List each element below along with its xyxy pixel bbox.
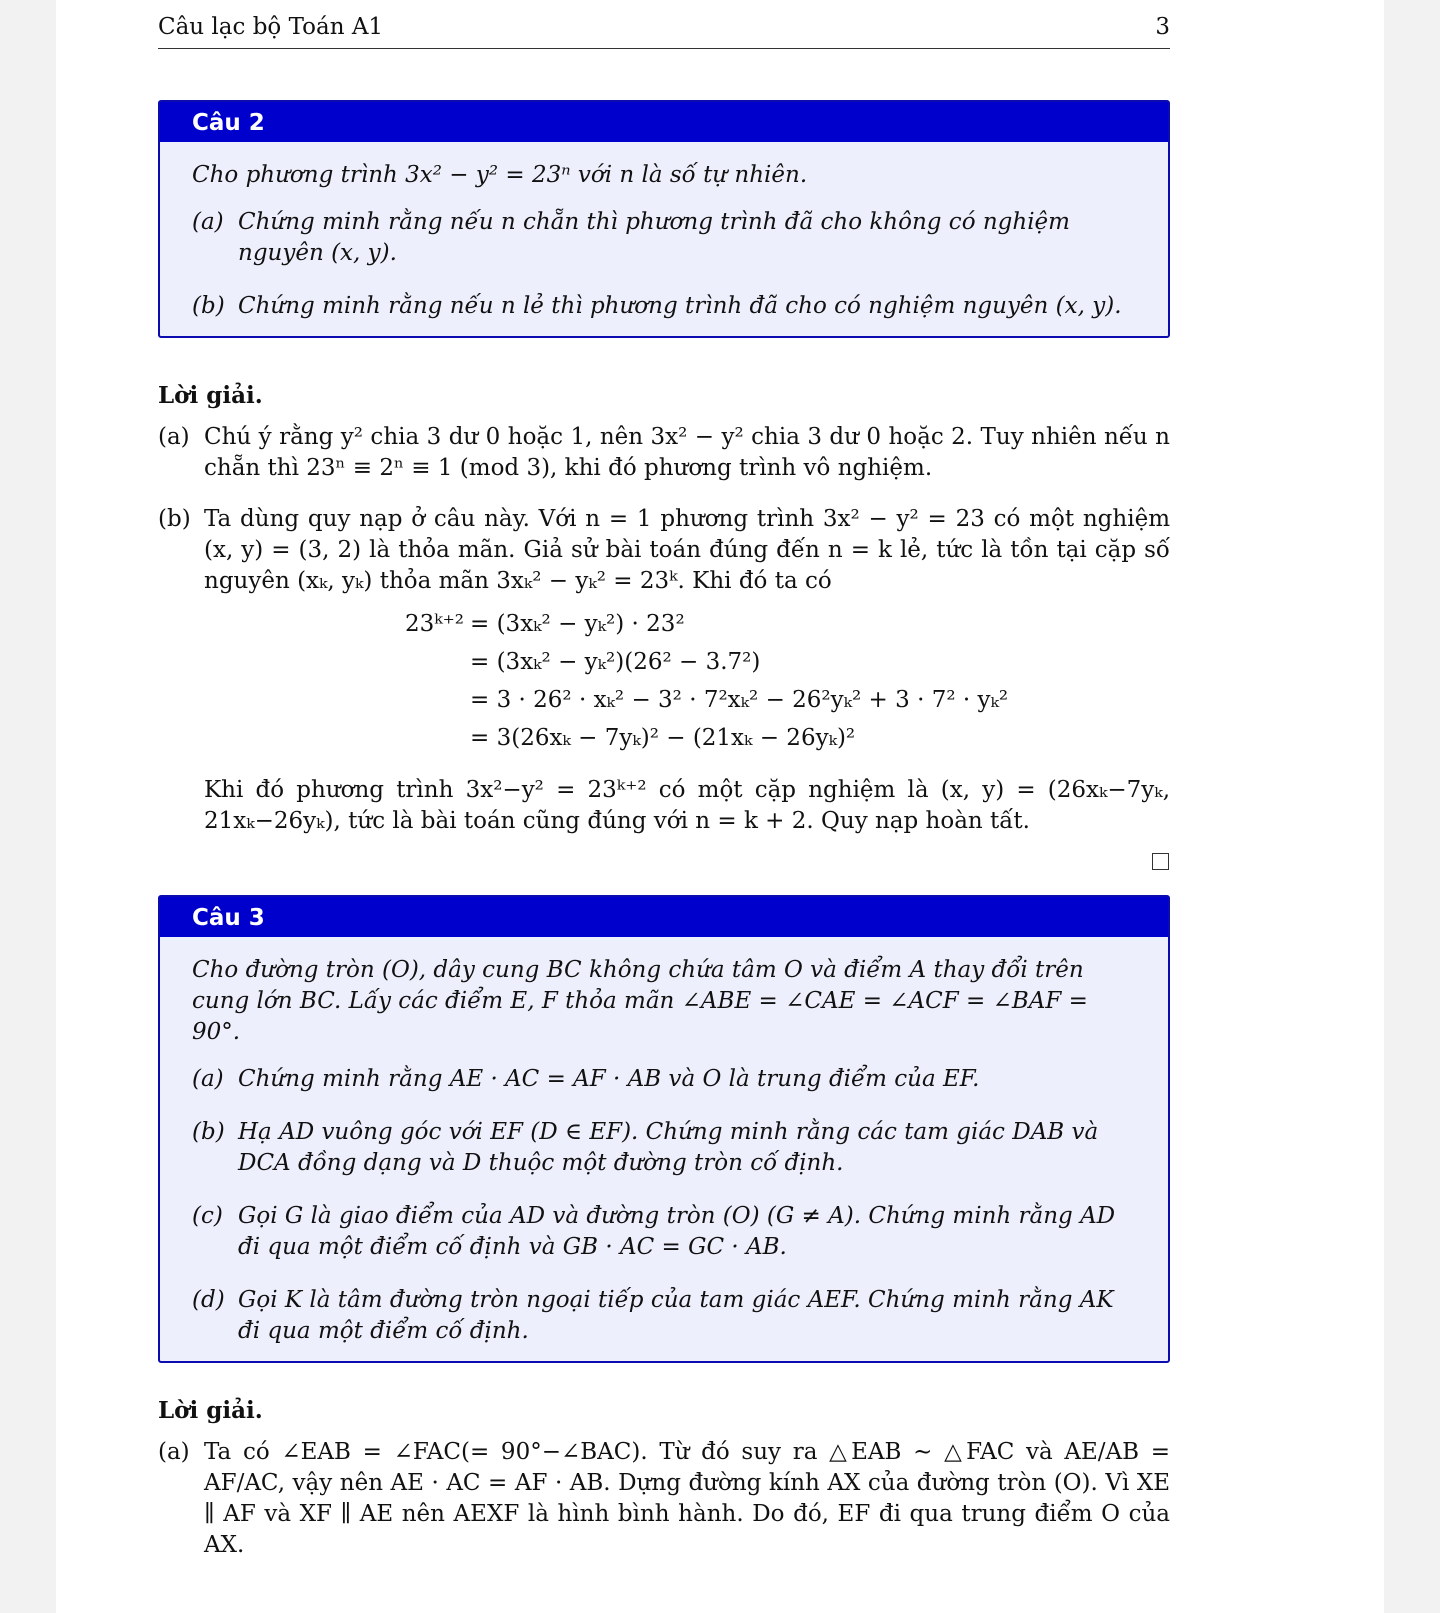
solution-3: [158, 1437, 1170, 1581]
item-label: (c): [192, 1203, 223, 1229]
item-label: (a): [192, 1066, 224, 1092]
question-3-item-b: [192, 1117, 1136, 1179]
item-label: (b): [192, 293, 225, 319]
equation-block: [204, 605, 1170, 757]
equation-row: = 3 · 26² · xₖ² − 3² · 7²xₖ² − 26²yₖ² + 3 · 7² · yₖ²: [470, 687, 1009, 713]
item-label: (a): [192, 209, 224, 235]
item-label: (a): [158, 424, 190, 450]
equation-row: = 3(26xₖ − 7yₖ)² − (21xₖ − 26yₖ)²: [470, 725, 856, 751]
qed-square-icon: [1152, 853, 1169, 870]
solution-2-part-a: [158, 422, 1170, 484]
page-number: 3: [1155, 14, 1170, 40]
item-text: Ta dùng quy nạp ở câu này. Với n = 1 phương trình 3x² − y² = 23 có một nghiệm (x, y) = (3, 2) là thỏa mãn. Giả sử bài toán đúng đến n = k lẻ, tức là tồn tại cặp số nguyên (xₖ, yₖ) thỏa mãn 3xₖ² − yₖ² = 23ᵏ. Khi đó ta có: [204, 506, 1170, 594]
question-3-title: Câu 3: [160, 897, 1168, 937]
solution-2-part-b: [158, 504, 1170, 837]
question-2-item-b: [192, 291, 1136, 322]
solution-3-title: Lời giải.: [158, 1397, 263, 1424]
equation-row: = (3xₖ² − yₖ²) · 23²: [470, 611, 685, 637]
question-3-item-d: [192, 1285, 1136, 1347]
item-label: (b): [158, 506, 191, 532]
header-title: Câu lạc bộ Toán A1: [158, 14, 384, 40]
item-text: Chứng minh rằng nếu n lẻ thì phương trình đã cho có nghiệm nguyên (x, y).: [238, 293, 1122, 319]
question-2-box: [158, 100, 1170, 338]
item-text: Gọi G là giao điểm của AD và đường tròn (O) (G ≠ A). Chứng minh rằng AD đi qua một điểm cố định và GB · AC = GC · AB.: [238, 1203, 1116, 1260]
solution-2-title: Lời giải.: [158, 382, 263, 409]
question-2-item-a: [192, 207, 1136, 269]
item-text: Hạ AD vuông góc với EF (D ∈ EF). Chứng minh rằng các tam giác DAB và DCA đồng dạng và D thuộc một đường tròn cố định.: [238, 1119, 1099, 1176]
solution-2-conclusion: Khi đó phương trình 3x²−y² = 23ᵏ⁺² có một cặp nghiệm là (x, y) = (26xₖ−7yₖ, 21xₖ−26yₖ), tức là bài toán cũng đúng với n = k + 2. Quy nạp hoàn tất.: [204, 777, 1170, 834]
equation-row: = (3xₖ² − yₖ²)(26² − 3.7²): [470, 649, 761, 675]
question-2-intro: Cho phương trình 3x² − y² = 23ⁿ với n là số tự nhiên.: [192, 162, 808, 188]
item-text: Chứng minh rằng AE · AC = AF · AB và O là trung điểm của EF.: [238, 1066, 980, 1092]
solution-3-part-a: [158, 1437, 1170, 1561]
item-label: (a): [158, 1439, 190, 1465]
equation-lhs: 23ᵏ⁺²: [404, 611, 464, 637]
page-header: [158, 14, 1170, 49]
question-2-title: Câu 2: [160, 102, 1168, 142]
item-text: Chứng minh rằng nếu n chẵn thì phương trình đã cho không có nghiệm nguyên (x, y).: [238, 209, 1070, 266]
item-label: (b): [192, 1119, 225, 1145]
solution-2: [158, 422, 1170, 857]
question-3-box: [158, 895, 1170, 1363]
item-text: Ta có ∠EAB = ∠FAC(= 90°−∠BAC). Từ đó suy ra △EAB ∼ △FAC và AE/AB = AF/AC, vậy nên AE · AC = AF · AB. Dựng đường kính AX của đường tròn (O). Vì XE ∥ AF và XF ∥ AE nên AEXF là hình bình hành. Do đó, EF đi qua trung điểm O của AX.: [204, 1439, 1170, 1558]
item-label: (d): [192, 1287, 225, 1313]
question-3-intro: Cho đường tròn (O), dây cung BC không chứa tâm O và điểm A thay đổi trên cung lớn BC. Lấy các điểm E, F thỏa mãn ∠ABE = ∠CAE = ∠ACF = ∠BAF = 90°.: [192, 957, 1088, 1045]
item-text: Chú ý rằng y² chia 3 dư 0 hoặc 1, nên 3x² − y² chia 3 dư 0 hoặc 2. Tuy nhiên nếu n chẵn thì 23ⁿ ≡ 2ⁿ ≡ 1 (mod 3), khi đó phương trình vô nghiệm.: [204, 424, 1170, 481]
question-3-item-a: [192, 1064, 1136, 1095]
question-3-item-c: [192, 1201, 1136, 1263]
item-text: Gọi K là tâm đường tròn ngoại tiếp của tam giác AEF. Chứng minh rằng AK đi qua một điểm cố định.: [238, 1287, 1114, 1344]
